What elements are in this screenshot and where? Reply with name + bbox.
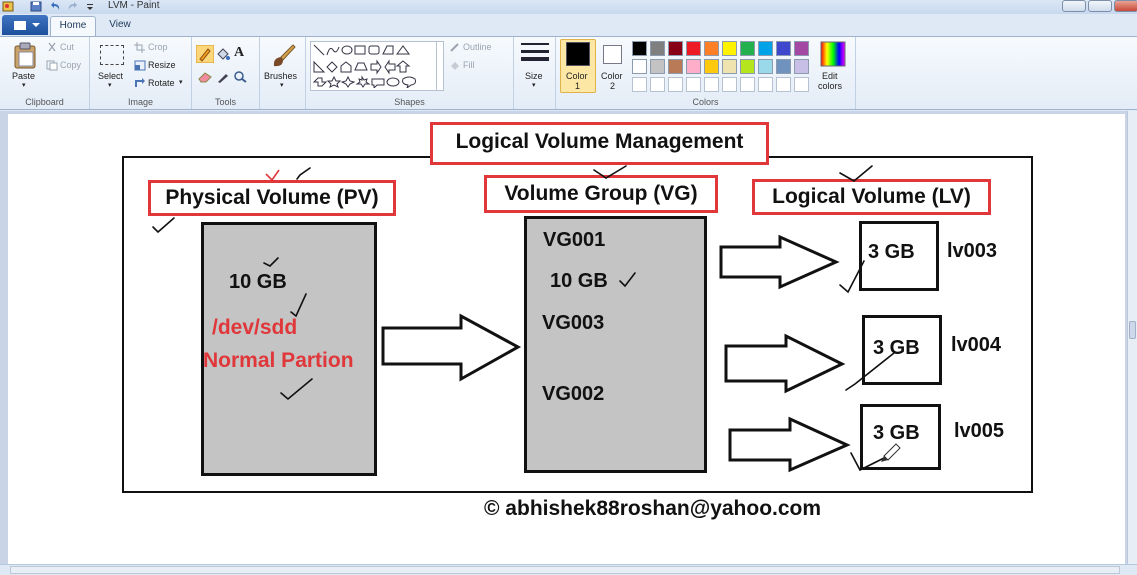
horizontal-scrollbar[interactable] <box>10 566 1120 574</box>
lv-2-name: lv004 <box>951 334 1002 356</box>
palette-color[interactable] <box>794 59 809 74</box>
vg-header: Volume Group (VG) <box>504 182 698 205</box>
maximize-button[interactable] <box>1088 0 1112 12</box>
palette-color[interactable] <box>668 41 683 56</box>
copy-icon <box>46 60 58 71</box>
colors-group <box>556 37 856 109</box>
file-menu-button[interactable] <box>2 15 48 35</box>
custom-color-slot[interactable] <box>758 77 773 92</box>
rotate-button[interactable]: Rotate <box>148 78 175 88</box>
lv-header: Logical Volume (LV) <box>772 185 971 208</box>
canvas-area <box>0 111 1137 564</box>
palette-color[interactable] <box>740 59 755 74</box>
custom-color-slot[interactable] <box>794 77 809 92</box>
lv-1-size: 3 GB <box>868 241 915 263</box>
save-icon[interactable] <box>30 1 42 12</box>
drawing-canvas[interactable] <box>8 114 1125 564</box>
resize-button[interactable]: Resize <box>148 60 176 70</box>
palette-color[interactable] <box>686 41 701 56</box>
window-title: LVM - Paint <box>108 0 160 11</box>
clipboard-group <box>0 37 90 109</box>
color1-number: 1 <box>575 81 581 91</box>
customize-toolbar-icon[interactable] <box>84 1 96 12</box>
size-dropdown-arrow[interactable]: ▾ <box>532 82 536 89</box>
paint-app-icon[interactable] <box>2 1 14 12</box>
palette-color[interactable] <box>758 59 773 74</box>
custom-color-slot[interactable] <box>704 77 719 92</box>
pv-size: 10 GB <box>229 271 287 293</box>
select-icon[interactable] <box>100 45 124 65</box>
redo-icon[interactable] <box>66 1 78 12</box>
clipboard-group-label: Clipboard <box>25 97 64 107</box>
undo-icon[interactable] <box>50 1 62 12</box>
custom-color-slot[interactable] <box>650 77 665 92</box>
size-label[interactable]: Size <box>525 71 543 81</box>
image-group-label: Image <box>127 97 153 107</box>
custom-color-slot[interactable] <box>740 77 755 92</box>
color1-label: Color <box>566 71 588 81</box>
crop-icon <box>134 42 146 53</box>
palette-color[interactable] <box>722 59 737 74</box>
close-button[interactable] <box>1114 0 1137 12</box>
lv-3-name: lv005 <box>954 420 1005 442</box>
vg-item-4: VG002 <box>542 383 605 405</box>
fill-button[interactable]: Fill <box>463 60 475 70</box>
lv-2-size: 3 GB <box>873 337 920 359</box>
crop-button[interactable]: Crop <box>148 42 168 52</box>
palette-color[interactable] <box>704 59 719 74</box>
color2-number: 2 <box>610 81 616 91</box>
diagram-title: Logical Volume Management <box>455 130 744 153</box>
custom-color-slot[interactable] <box>668 77 683 92</box>
magnifier-icon[interactable] <box>234 71 248 83</box>
title-bar <box>0 0 1137 14</box>
vertical-scrollbar[interactable] <box>1127 111 1137 564</box>
palette-color[interactable] <box>632 41 647 56</box>
image-group <box>90 37 192 109</box>
tab-view[interactable]: View <box>109 19 131 30</box>
cut-button[interactable]: Cut <box>60 42 75 52</box>
paste-icon[interactable] <box>12 42 38 70</box>
pv-type: Normal Partion <box>203 349 354 372</box>
palette-color[interactable] <box>722 41 737 56</box>
edit-colors-label-2[interactable]: colors <box>818 81 843 91</box>
color-picker-icon[interactable] <box>216 71 230 83</box>
edit-colors-label-1[interactable]: Edit <box>822 71 838 81</box>
outline-icon <box>449 42 461 53</box>
rotate-icon <box>134 78 146 89</box>
color2-swatch[interactable] <box>603 45 622 64</box>
palette-color[interactable] <box>776 59 791 74</box>
ribbon <box>0 36 1137 110</box>
palette-color[interactable] <box>704 41 719 56</box>
palette-color[interactable] <box>650 41 665 56</box>
custom-color-slot[interactable] <box>722 77 737 92</box>
size-icon[interactable] <box>521 41 549 67</box>
vertical-scroll-thumb[interactable] <box>1129 321 1136 339</box>
credit-text: © abhishek88roshan@yahoo.com <box>484 497 822 520</box>
outline-button[interactable]: Outline <box>463 42 492 52</box>
palette-color[interactable] <box>794 41 809 56</box>
tools-group-label: Tools <box>214 97 236 107</box>
tools-group <box>192 37 260 109</box>
paste-label[interactable]: Paste <box>12 71 36 81</box>
custom-color-slot[interactable] <box>776 77 791 92</box>
ribbon-tabs <box>0 14 1137 36</box>
brushes-icon[interactable] <box>269 42 297 70</box>
pv-header: Physical Volume (PV) <box>165 186 379 209</box>
eraser-icon[interactable] <box>198 71 212 83</box>
brushes-group <box>260 37 306 109</box>
palette-color[interactable] <box>632 59 647 74</box>
size-group <box>514 37 556 109</box>
minimize-button[interactable] <box>1062 0 1086 12</box>
vg-item-3: VG003 <box>542 312 605 334</box>
shapes-group <box>306 37 514 109</box>
lv-3-size: 3 GB <box>873 422 920 444</box>
shapes-group-label: Shapes <box>394 97 425 107</box>
shapes-gallery-icons[interactable] <box>313 44 441 88</box>
palette-color[interactable] <box>686 59 701 74</box>
tab-home[interactable]: Home <box>50 16 96 36</box>
shapes-gallery-scroll[interactable] <box>436 41 444 91</box>
brushes-label[interactable]: Brushes <box>264 71 298 81</box>
select-dropdown-arrow[interactable]: ▾ <box>108 82 112 89</box>
palette-color[interactable] <box>776 41 791 56</box>
colors-group-label: Colors <box>692 97 719 107</box>
select-label[interactable]: Select <box>98 71 124 81</box>
fill-icon <box>449 60 461 71</box>
vg-box <box>524 216 707 473</box>
cut-icon <box>46 42 58 53</box>
pencil-icon[interactable] <box>196 45 214 63</box>
vg-item-1: VG001 <box>543 229 606 251</box>
custom-color-slot[interactable] <box>632 77 647 92</box>
palette-color[interactable] <box>740 41 755 56</box>
copy-button[interactable]: Copy <box>60 60 82 70</box>
lv-1-name: lv003 <box>947 240 998 262</box>
rotate-dropdown-arrow[interactable]: ▾ <box>179 79 183 86</box>
paste-dropdown-arrow[interactable]: ▾ <box>22 82 26 89</box>
color1-swatch <box>566 42 590 66</box>
resize-icon <box>134 60 146 71</box>
palette-color[interactable] <box>668 59 683 74</box>
fill-bucket-icon[interactable] <box>216 47 230 61</box>
color2-label[interactable]: Color <box>601 71 623 81</box>
palette-color[interactable] <box>650 59 665 74</box>
brushes-dropdown-arrow[interactable]: ▾ <box>280 82 284 89</box>
text-tool-icon[interactable]: A <box>234 45 245 60</box>
custom-color-slot[interactable] <box>686 77 701 92</box>
palette-color[interactable] <box>758 41 773 56</box>
pv-device: /dev/sdd <box>212 316 298 339</box>
edit-colors-icon[interactable] <box>820 41 846 67</box>
vg-item-2: 10 GB <box>550 270 608 292</box>
